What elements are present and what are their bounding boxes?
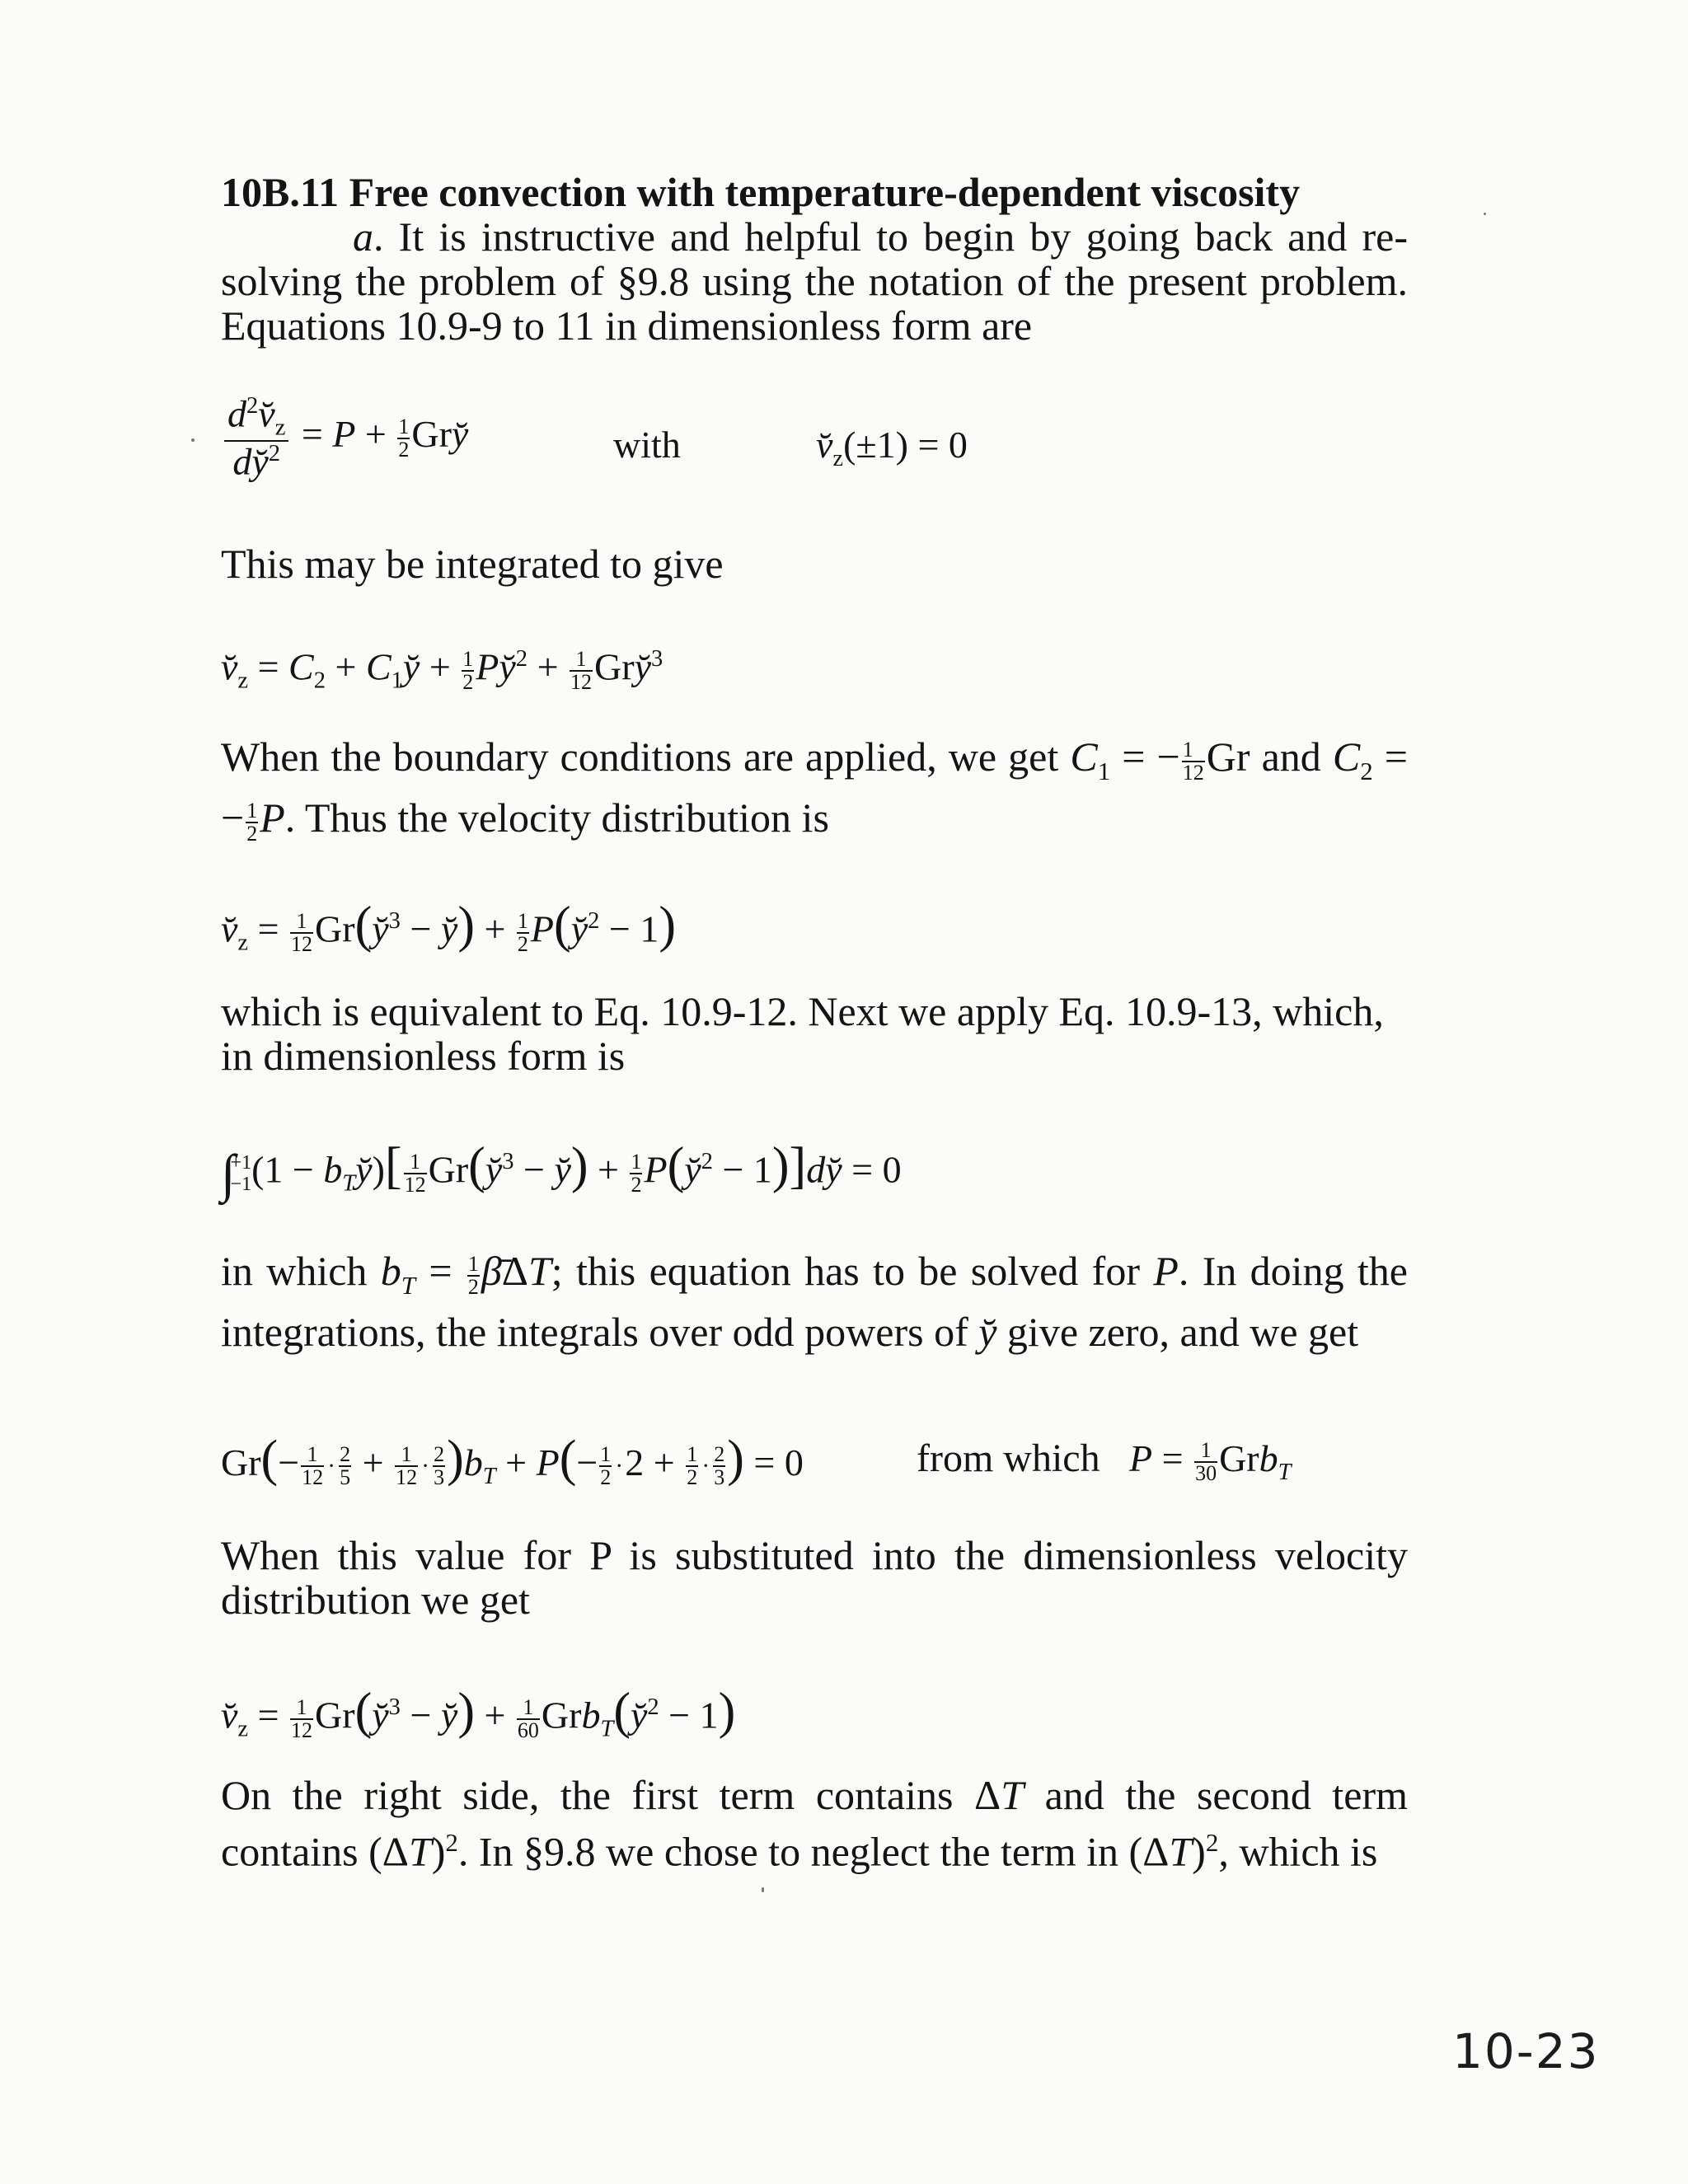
scan-speck: [762, 1887, 764, 1892]
equation-ode: $\frac{d^2v̆_z}{dy̆^2}$ = P + $\frac{1}{2}$ Gry̆: [221, 394, 468, 482]
from-which-text: from which: [917, 1436, 1100, 1480]
equation-from-which-label: [917, 1434, 1100, 1483]
equation-with-label: with: [613, 424, 681, 466]
equation-solve-for-p: Gr(− $\frac{1}{12}$ · $\frac{2}{5}$ + $\frac{1}{12}$ · $\frac{2}{3}$ )$b_T + P(-$ $\frac{1}{2}$ ·2 + $\frac{1}{2}$ · $\frac{2}{3}$ ) = 0: [221, 1431, 804, 1490]
equation-boundary-condition: $v̆_z(\pm 1) = 0$: [816, 424, 968, 472]
paragraph-bt-definition: in which $b_T$ = $\frac{1}{2}$ β̄ΔT; this equation has to be solved for P. In doing the integrations, the integrals over odd powers of y̆ give zero, and we get: [221, 1248, 1408, 1355]
equation-velocity-distribution: $v̆_z$ = $\frac{1}{12}$ Gr(y̆$^3$ − y̆) + $\frac{1}{2}$ P(y̆$^2$ − 1): [221, 897, 676, 956]
equation-general-solution: $v̆_z = C_2$ + $C_1y̆$ + $\frac{1}{2}$ Py̆$^2$ + $\frac{1}{12}$ Gry̆$^3$: [221, 645, 663, 694]
paragraph-boundary-conditions: When the boundary conditions are applied, we get $C_1$ = − $\frac{1}{12}$ Gr and $C_2$ = − $\frac{1}{2}$ P. Thus the velocity distribution is: [221, 733, 1409, 846]
paragraph-right-side: On the right side, the first term contains ΔT and the second term contains $(\Delta T)^2$. In §9.8 we chose to neglect the term in $(\Delta T)^2$, which is: [221, 1772, 1409, 1875]
paragraph-equivalent: which is equivalent to Eq. 10.9-12. Next we apply Eq. 10.9-13, which, in dimensionless form is: [221, 988, 1384, 1079]
equation-integral-condition: ∫ +1 −1 $(1 - b_Ty̆)$[ $\frac{1}{12}$ Gr(y̆$^3$ − y̆) + $\frac{1}{2}$ P(y̆$^2$ − 1)]dy̆ = 0: [221, 1137, 902, 1202]
problem-heading: 10B.11 Free convection with temperature-dependent viscosity: [221, 169, 1301, 215]
page-number: 10-23: [1452, 2023, 1600, 2079]
equation-final-velocity: $v̆_z$ = $\frac{1}{12}$ Gr(y̆$^3$ − y̆) + $\frac{1}{60}$ Grb$_T$(y̆$^2$ − 1): [221, 1683, 736, 1742]
scan-speck: [1484, 213, 1486, 215]
paragraph-intro: a. It is instructive and helpful to begin by going back and re-solving the problem of §9.8 using the notation of the present problem. Equations 10.9-9 to 11 in dimensionless form are: [221, 213, 1408, 349]
paragraph-integrate: This may be integrated to give: [221, 541, 724, 587]
equation-p-result: P = $\frac{1}{30}$ Grb$_T$: [1129, 1437, 1292, 1486]
scan-speck: [191, 438, 195, 442]
paragraph-substitute: When this value for P is substituted into the dimensionless velocity distribution we get: [221, 1532, 1408, 1623]
